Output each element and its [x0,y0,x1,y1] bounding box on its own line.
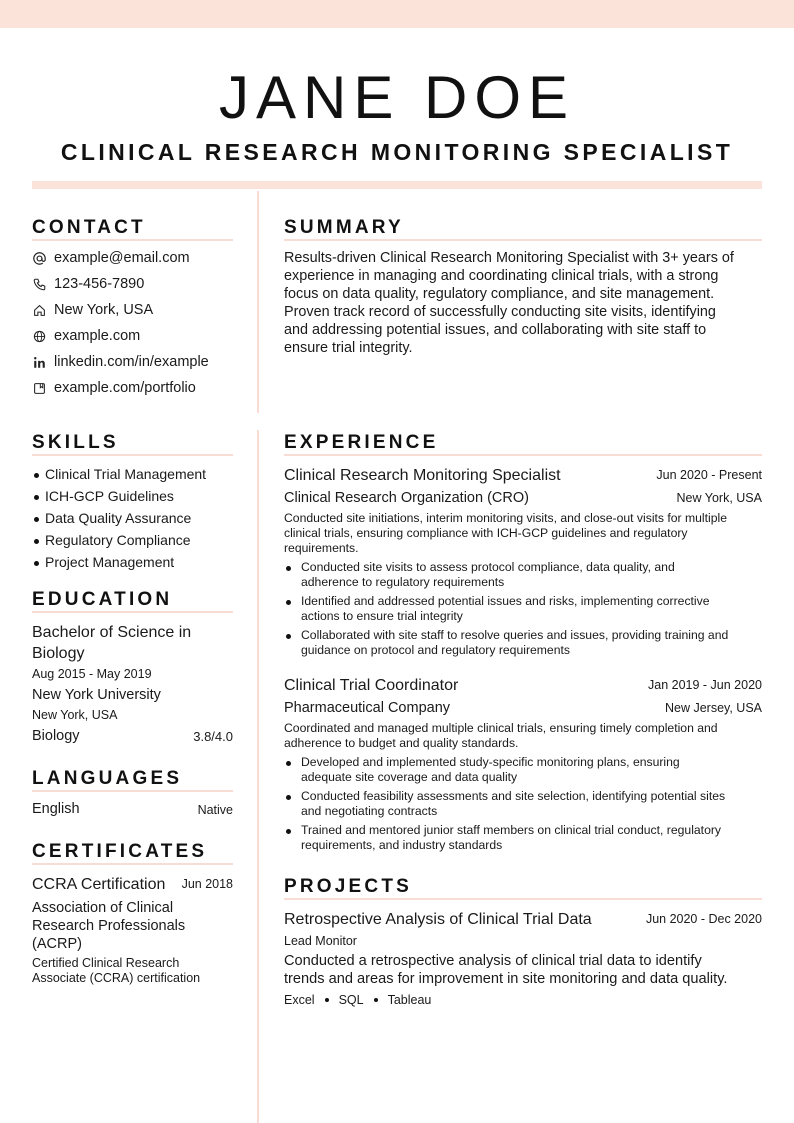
languages-heading: LANGUAGES [32,768,183,789]
education-heading: EDUCATION [32,589,173,610]
contact-website[interactable] [32,325,140,347]
certificate-description: Certified Clinical Research Associate (CCRA) certification [32,956,201,985]
project-role: Lead Monitor [284,934,357,948]
job-bullets [284,755,762,857]
languages-rule [32,790,233,792]
summary-heading: SUMMARY [284,217,404,238]
contact-email[interactable] [32,247,190,269]
project-name: Retrospective Analysis of Clinical Trial Data [284,911,592,928]
job-bullets [284,560,762,662]
contact-portfolio-text: example.com/portfolio [54,380,196,396]
job-position: Clinical Trial Coordinator [284,677,459,694]
contact-website-text: example.com [54,328,141,344]
education-location: New York, USA [32,708,118,722]
job-bullet: Trained and mentored junior staff members on clinical trial conduct, regulatory requirements, and industry standards [284,823,762,853]
candidate-role: CLINICAL RESEARCH MONITORING SPECIALIST [60,139,734,165]
job-bullet: Developed and implemented study-specific monitoring plans, ensuring adequate site coverage and data quality [284,755,762,785]
summary-line: Proven track record of successfully conducting site visits, identifying [284,304,716,320]
language-level: Native [197,803,233,817]
bullet-icon [34,539,39,544]
skills-heading: SKILLS [32,432,119,453]
summary-line: Results-driven Clinical Research Monitoring Specialist with 3+ years of [284,250,734,266]
experience-heading: EXPERIENCE [284,432,439,453]
certificate-date: Jun 2018 [181,877,233,891]
bullet-icon [34,561,39,566]
summary-line: focus on data quality, regulatory compliance, and site management. [284,286,715,302]
contact-location [32,299,153,321]
bullet-icon [34,495,39,500]
portfolio-icon [32,381,46,395]
skill-item: ICH-GCP Guidelines [32,486,174,506]
linkedin-icon [32,355,46,369]
job-location: New York, USA [676,491,762,505]
contact-email-text: example@email.com [54,250,190,266]
column-divider-top [257,191,259,413]
job-bullet: Collaborated with site staff to resolve queries and issues, providing training and guidance on protocol and regulatory requirements [284,628,762,658]
contact-location-text: New York, USA [54,302,154,318]
column-divider-bottom [257,430,259,1123]
bullet-icon [34,517,39,522]
contact-linkedin-text: linkedin.com/in/example [54,354,209,370]
certificate-name: CCRA Certification [32,876,166,893]
separator-dot-icon [325,998,329,1002]
skill-item: Data Quality Assurance [32,508,191,528]
project-description: Conducted a retrospective analysis of clinical trial data to identify trends and areas for improvement in site monitoring and data quality. [284,953,728,987]
job-location: New Jersey, USA [664,701,762,715]
project-dates: Jun 2020 - Dec 2020 [645,912,762,926]
separator-dot-icon [374,998,378,1002]
language-name: English [32,801,80,817]
skill-item: Clinical Trial Management [32,464,206,484]
summary-line: experience in managing and coordinating clinical trials, with a strong [284,268,719,284]
summary-rule [284,239,762,241]
header-divider [32,181,762,189]
job-dates: Jun 2020 - Present [656,468,762,482]
projects-heading: PROJECTS [284,876,413,897]
project-tool: Tableau [387,993,432,1007]
experience-rule [284,454,762,456]
contact-linkedin[interactable] [32,351,209,373]
globe-icon [32,329,46,343]
contact-portfolio[interactable] [32,377,196,399]
bullet-icon [34,473,39,478]
education-school: New York University [32,687,161,703]
contact-phone[interactable] [32,273,144,295]
summary-text [284,249,762,357]
job-position: Clinical Research Monitoring Specialist [284,467,561,484]
project-tool: SQL [338,993,364,1007]
contact-rule [32,239,233,241]
home-icon [32,303,46,317]
contact-phone-text: 123-456-7890 [54,276,145,292]
certificates-rule [32,863,233,865]
summary-line: and addressing potential issues, and collaborating with site staff to [284,322,707,338]
education-gpa: 3.8/4.0 [193,729,233,744]
education-field: Biology [32,728,80,744]
job-description: Conducted site initiations, interim monitoring visits, and close-out visits for multiple clinical trials, ensuring compliance with ICH-GCP guidelines and regulatory requirements. [284,511,727,555]
project-tools [284,992,431,1008]
job-dates: Jan 2019 - Jun 2020 [648,678,762,692]
top-accent-bar [0,0,794,28]
skills-rule [32,454,233,456]
job-description: Coordinated and managed multiple clinical trials, ensuring timely completion and adherence to budget and quality standards. [284,721,718,750]
skill-item: Regulatory Compliance [32,530,191,550]
contact-heading: CONTACT [32,217,146,238]
job-bullet: Identified and addressed potential issues and risks, implementing corrective actions to ensure trial integrity [284,594,762,624]
skill-item: Project Management [32,552,174,572]
certificates-heading: CERTIFICATES [32,841,208,862]
job-company: Pharmaceutical Company [284,700,451,716]
certificate-issuer: Association of Clinical Research Professionals (ACRP) [32,900,186,952]
candidate-name: JANE DOE [218,64,576,131]
education-degree: Bachelor of Science in Biology [32,624,192,662]
summary-line: ensure trial integrity. [284,340,413,356]
at-icon [32,251,46,265]
projects-rule [284,898,762,900]
education-dates: Aug 2015 - May 2019 [32,667,152,681]
job-bullet: Conducted feasibility assessments and site selection, identifying potential sites and negotiating contracts [284,789,762,819]
project-tool: Excel [284,993,315,1007]
job-bullet: Conducted site visits to assess protocol compliance, data quality, and adherence to regulatory requirements [284,560,762,590]
job-company: Clinical Research Organization (CRO) [284,490,529,506]
phone-icon [32,277,46,291]
education-rule [32,611,233,613]
